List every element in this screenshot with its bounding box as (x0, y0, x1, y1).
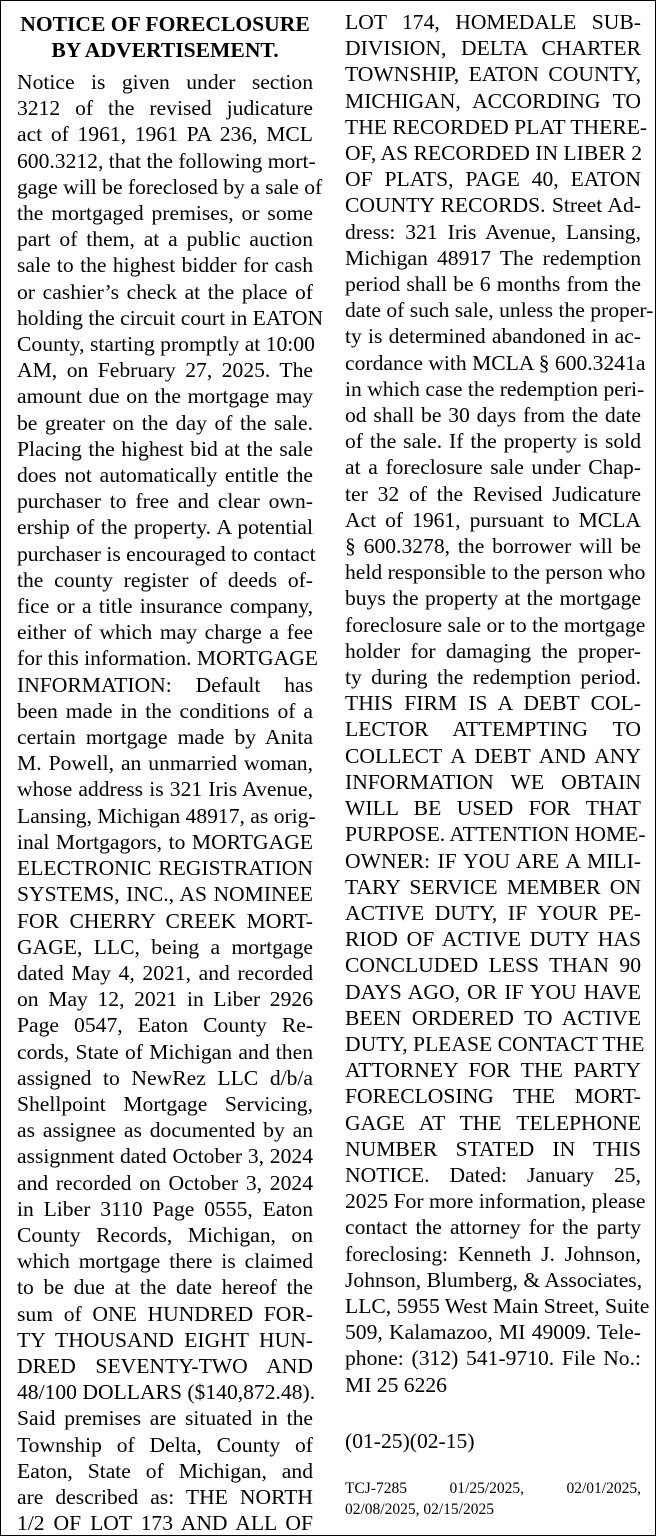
right-column (345, 9, 654, 1520)
notice-text-line: OF, AS RECORDED IN LIBER 2 (345, 141, 643, 166)
notice-text-line: FOR CHERRY CREEK MORT- (17, 908, 313, 933)
run-dates-tag: (01-25)(02-15) (345, 1428, 475, 1453)
notice-text-line: Placing the highest bid at the sale (17, 436, 313, 461)
publication-codes-line-1: TCJ-7285 01/25/2025, 02/01/2025, (345, 1479, 641, 1497)
notice-text-line: TARY SERVICE MEMBER ON (345, 874, 641, 899)
notice-text-line: DRED SEVENTY-TWO AND (17, 1353, 313, 1378)
notice-text-line: TOWNSHIP, EATON COUNTY, (345, 62, 641, 87)
notice-text-line: at a foreclosure sale under Chap- (345, 455, 641, 480)
notice-text-line: the mortgaged premises, or some (17, 201, 313, 226)
notice-text-line: INFORMATION WE OBTAIN (345, 769, 641, 794)
notice-text-line: which mortgage there is claimed (17, 1249, 313, 1274)
notice-text-line: Shellpoint Mortgage Servicing, (17, 1091, 313, 1116)
notice-text-line: dress: 321 Iris Avenue, Lansing, (345, 219, 641, 244)
notice-text-line: as assignee as documented by an (17, 1118, 313, 1143)
notice-text-line: inal Mortgagors, to MORTGAGE (17, 829, 313, 854)
notice-text-line: THE RECORDED PLAT THERE- (345, 114, 648, 139)
notice-text-line: of the sale. If the property is sold (345, 429, 641, 454)
notice-text-line: 2025 For more information, please (345, 1189, 646, 1214)
notice-text-line: fice or a title insurance company, (17, 594, 313, 619)
notice-text-line: Act of 1961, pursuant to MCLA (345, 507, 641, 532)
notice-text-line: Lansing, Michigan 48917, as orig- (17, 803, 316, 828)
notice-text-line: ty during the redemption period. (345, 665, 641, 690)
notice-text-line: OF PLATS, PAGE 40, EATON (345, 167, 641, 192)
notice-text-line: cords, State of Michigan and then (17, 1039, 313, 1064)
notice-text-line: MI 25 6226 (345, 1372, 447, 1397)
notice-text-line: NUMBER STATED IN THIS (345, 1136, 641, 1161)
notice-text-line: ELECTRONIC REGISTRATION (17, 856, 313, 881)
notice-text-line: on May 12, 2021 in Liber 2926 (17, 987, 313, 1012)
notice-text-line: be greater on the day of the sale. (17, 410, 313, 435)
notice-text-line: buys the property at the mortgage (345, 586, 641, 611)
notice-text-line: sum of ONE HUNDRED FOR- (17, 1301, 313, 1326)
notice-text-line: assignment dated October 3, 2024 (17, 1144, 313, 1169)
notice-text-line: in Liber 3110 Page 0555, Eaton (17, 1196, 313, 1221)
notice-text-line: to be due at the date hereof the (17, 1275, 313, 1300)
notice-text-line: CONCLUDED LESS THAN 90 (345, 953, 641, 978)
notice-text-line: OWNER: IF YOU ARE A MILI- (345, 848, 641, 873)
notice-text-line: purchaser to free and clear own- (17, 489, 313, 514)
notice-text-line: Page 0547, Eaton County Re- (17, 1013, 313, 1038)
left-column (17, 9, 324, 1536)
notice-text-line: SYSTEMS, INC., AS NOMINEE (17, 882, 313, 907)
notice-text-line: either of which may charge a fee (17, 620, 313, 645)
notice-text-line: § 600.3278, the borrower will be (345, 534, 641, 559)
notice-text-line: in which case the redemption peri- (345, 376, 645, 401)
notice-text-line: BEEN ORDERED TO ACTIVE (345, 1005, 641, 1030)
notice-text-line: are described as: THE NORTH (17, 1484, 313, 1509)
notice-body-left (17, 69, 324, 1536)
notice-text-line: MICHIGAN, ACCORDING TO (345, 88, 641, 113)
notice-text-line: ATTORNEY FOR THE PARTY (345, 1058, 641, 1083)
notice-text-line: 48/100 DOLLARS ($140,872.48). (17, 1380, 316, 1405)
notice-title-line-1: NOTICE OF FORECLOSURE (20, 12, 310, 36)
notice-text-line: certain mortgage made by Anita (17, 725, 313, 750)
notice-text-line: PURPOSE. ATTENTION HOME- (345, 822, 646, 847)
notice-text-line: whose address is 321 Iris Avenue, (17, 777, 313, 802)
notice-text-line: LECTOR ATTEMPTING TO (345, 717, 641, 742)
notice-text-line: contact the attorney for the party (345, 1215, 641, 1240)
notice-text-line: period shall be 6 months from the (345, 272, 641, 297)
notice-text-line: and recorded on October 3, 2024 (17, 1170, 313, 1195)
notice-text-line: FORECLOSING THE MORT- (345, 1084, 641, 1109)
notice-text-line: ter 32 of the Revised Judicature (345, 481, 641, 506)
notice-text-line: holder for damaging the proper- (345, 638, 641, 663)
notice-text-line: AM, on February 27, 2025. The (17, 358, 313, 383)
notice-text-line: act of 1961, 1961 PA 236, MCL (17, 122, 313, 147)
spacer (345, 1398, 641, 1424)
notice-title (17, 11, 313, 63)
notice-text-line: DUTY, PLEASE CONTACT THE (345, 1031, 645, 1056)
notice-text-line: M. Powell, an unmarried woman, (17, 751, 313, 776)
notice-text-line: TY THOUSAND EIGHT HUN- (17, 1327, 313, 1352)
notice-text-line: phone: (312) 541-9710. File No.: (345, 1346, 641, 1371)
notice-text-line: been made in the conditions of a (17, 698, 313, 723)
notice-text-line: does not automatically entitle the (17, 463, 313, 488)
notice-text-line: for this information. MORTGAGE (17, 646, 318, 671)
notice-text-line: GAGE, LLC, being a mortgage (17, 934, 313, 959)
notice-text-line: Michigan 48917 The redemption (345, 245, 641, 270)
notice-text-line: LOT 174, HOMEDALE SUB- (345, 10, 641, 34)
notice-text-line: the county register of deeds of- (17, 567, 313, 592)
notice-text-line: WILL BE USED FOR THAT (345, 796, 641, 821)
notice-text-line: held responsible to the person who (345, 560, 646, 585)
notice-text-line: NOTICE. Dated: January 25, (345, 1162, 641, 1187)
notice-text-line: holding the circuit court in EATON (17, 305, 324, 330)
publication-codes (345, 1478, 641, 1520)
notice-text-line: part of them, at a public auction (17, 227, 313, 252)
notice-text-line: 1/2 OF LOT 173 AND ALL OF (17, 1511, 313, 1536)
notice-text-line: dated May 4, 2021, and recorded (17, 960, 313, 985)
notice-text-line: LLC, 5955 West Main Street, Suite (345, 1293, 650, 1318)
notice-text-line: foreclosing: Kenneth J. Johnson, (345, 1241, 641, 1266)
notice-text-line: amount due on the mortgage may (17, 384, 313, 409)
notice-text-line: 600.3212, that the following mort- (17, 148, 316, 173)
notice-text-line: COUNTY RECORDS. Street Ad- (345, 193, 641, 218)
notice-text-line: COLLECT A DEBT AND ANY (345, 743, 641, 768)
notice-text-line: Johnson, Blumberg, & Associates, (345, 1267, 643, 1292)
notice-body-right (345, 9, 654, 1398)
notice-text-line: DIVISION, DELTA CHARTER (345, 36, 641, 61)
notice-text-line: RIOD OF ACTIVE DUTY HAS (345, 927, 641, 952)
publication-codes-line-2: 02/08/2025, 02/15/2025 (345, 1500, 494, 1518)
notice-text-line: date of such sale, unless the proper- (345, 298, 654, 323)
notice-text-line: DAYS AGO, OR IF YOU HAVE (345, 979, 641, 1004)
notice-text-line: foreclosure sale or to the mortgage (345, 612, 646, 637)
notice-text-line: 509, Kalamazoo, MI 49009. Tele- (345, 1320, 641, 1345)
notice-text-line: od shall be 30 days from the date (345, 403, 641, 428)
notice-text-line: cordance with MCLA § 600.3241a (345, 350, 646, 375)
notice-text-line: assigned to NewRez LLC d/b/a (17, 1065, 313, 1090)
notice-text-line: purchaser is encouraged to contact (17, 541, 316, 566)
notice-text-line: Notice is given under section (17, 70, 313, 94)
notice-text-line: ership of the property. A potential (17, 515, 313, 540)
notice-text-line: gage will be foreclosed by a sale of (17, 174, 323, 199)
notice-text-line: ty is determined abandoned in ac- (345, 324, 641, 349)
notice-text-line: GAGE AT THE TELEPHONE (345, 1110, 641, 1135)
notice-text-line: ACTIVE DUTY, IF YOUR PE- (345, 900, 641, 925)
notice-text-line: Eaton, State of Michigan, and (17, 1458, 313, 1483)
notice-text-line: INFORMATION: Default has (17, 672, 313, 697)
notice-text-line: or cashier’s check at the place of (17, 279, 313, 304)
notice-text-line: County, starting promptly at 10:00 (17, 332, 315, 357)
notice-text-line: sale to the highest bidder for cash (17, 253, 313, 278)
notice-text-line: THIS FIRM IS A DEBT COL- (345, 691, 641, 716)
notice-text-line: Said premises are situated in the (17, 1406, 313, 1431)
notice-title-line-2: BY ADVERTISEMENT. (51, 38, 279, 62)
notice-text-line: 3212 of the revised judicature (17, 96, 313, 121)
notice-text-line: County Records, Michigan, on (17, 1222, 313, 1247)
notice-text-line: Township of Delta, County of (17, 1432, 313, 1457)
